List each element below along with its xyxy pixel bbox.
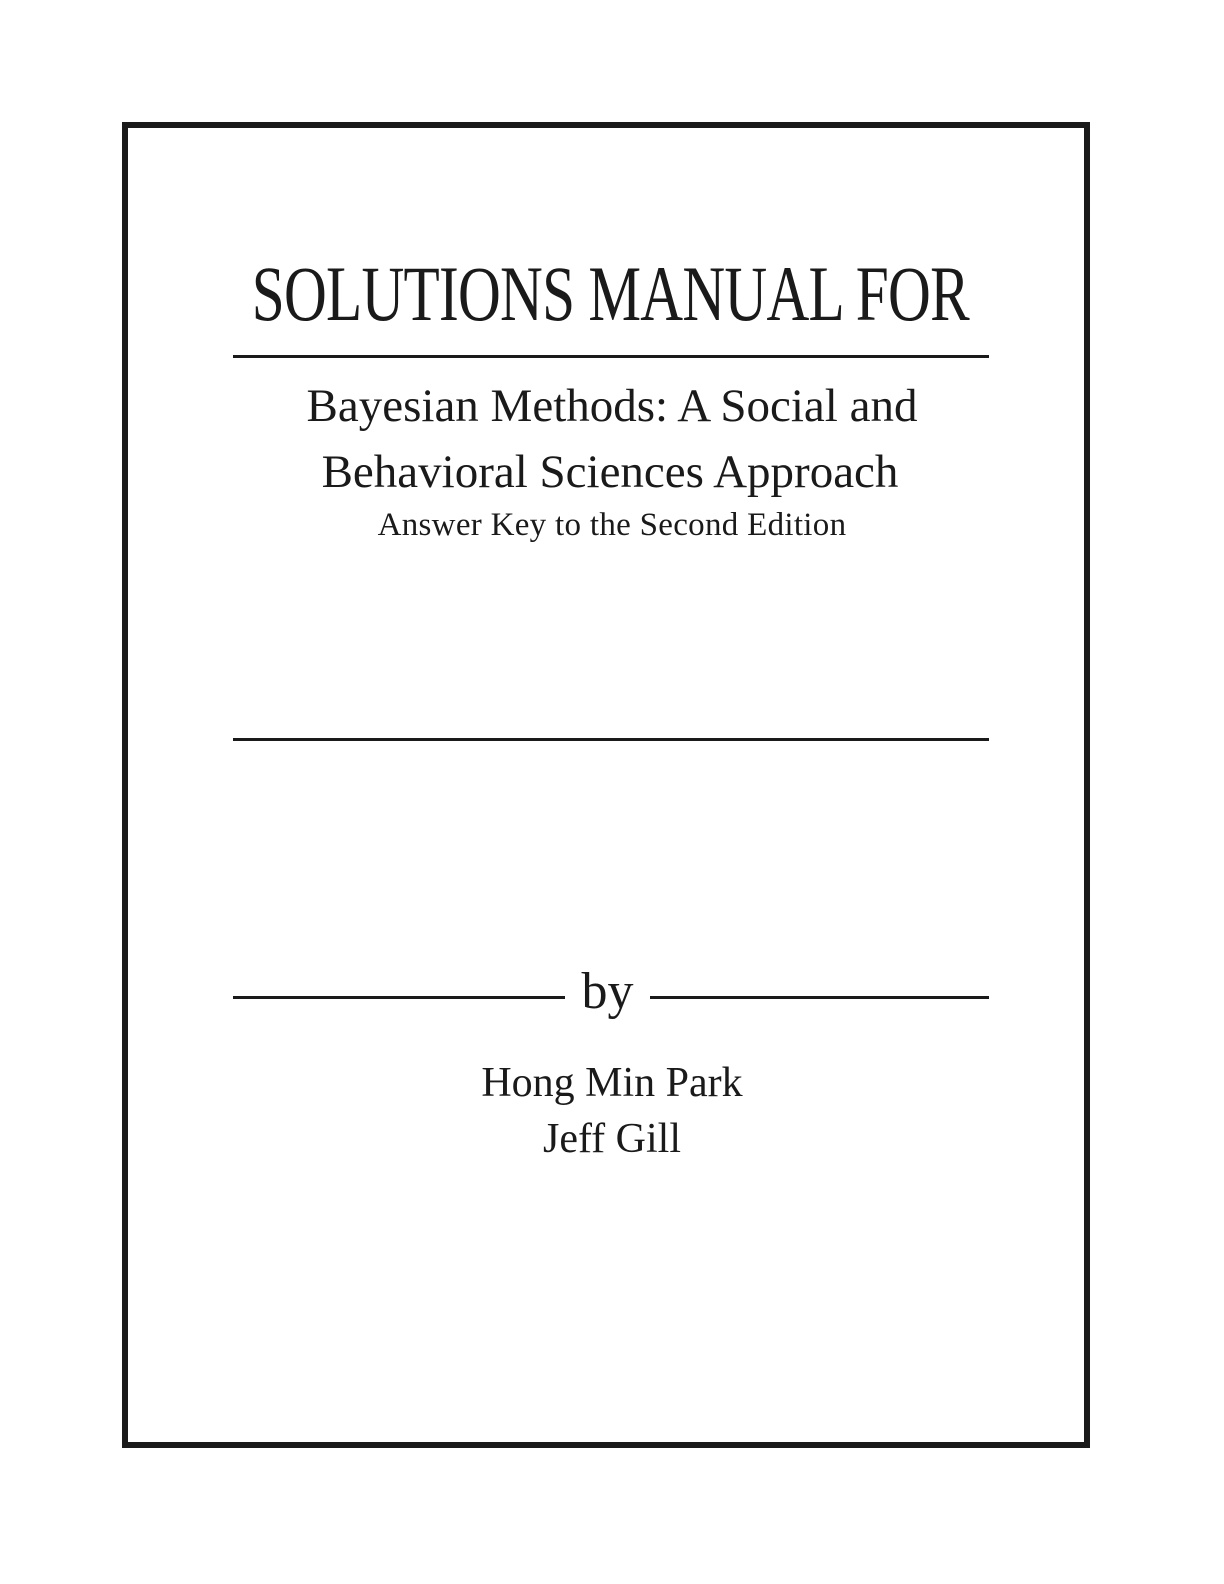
byline-right-rule	[650, 996, 989, 999]
book-title-line-1: Bayesian Methods: A Social and	[306, 380, 918, 432]
manual-heading: SOLUTIONS MANUAL FOR	[251, 250, 969, 337]
book-title-line-2: Behavioral Sciences Approach	[321, 446, 899, 498]
author-name: Hong Min Park	[481, 1060, 743, 1106]
book-subtitle: Answer Key to the Second Edition	[377, 507, 847, 543]
middle-divider	[233, 738, 989, 741]
byline-label: by	[581, 963, 634, 1020]
byline-left-rule	[233, 996, 565, 999]
author-name: Jeff Gill	[542, 1116, 682, 1162]
top-divider	[233, 355, 989, 358]
